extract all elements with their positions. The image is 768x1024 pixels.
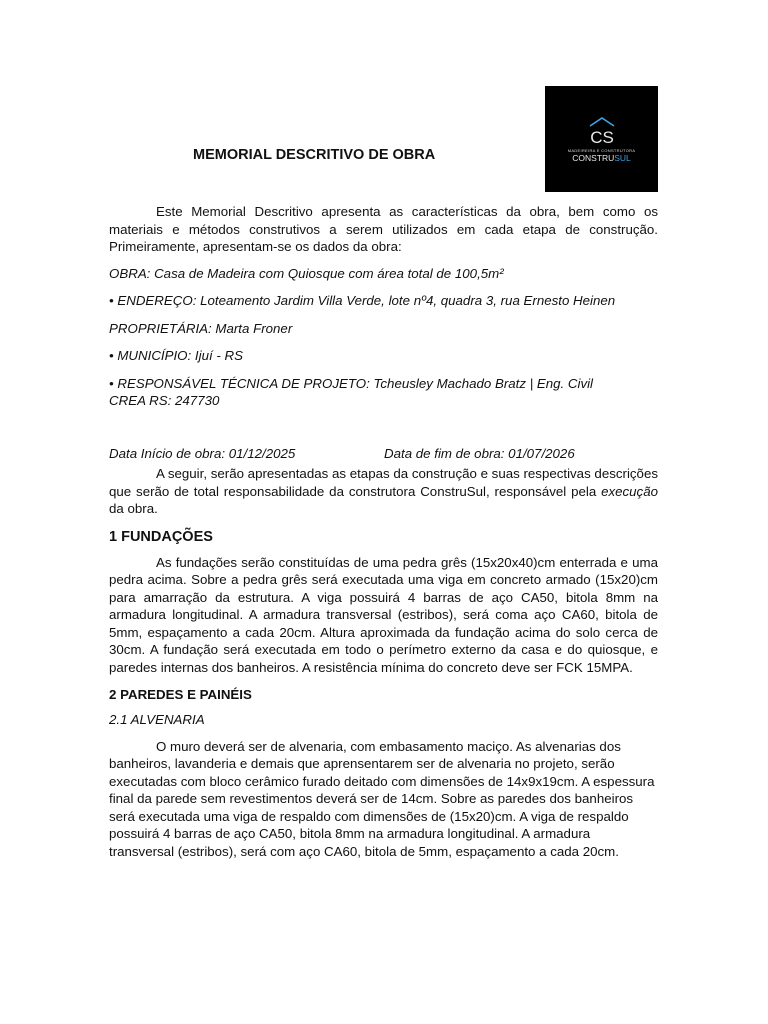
- info-proprietaria: PROPRIETÁRIA: Marta Froner: [109, 320, 293, 336]
- dates-row: [109, 445, 658, 463]
- document-title: MEMORIAL DESCRITIVO DE OBRA: [193, 147, 436, 163]
- info-endereco: • ENDEREÇO: Loteamento Jardim Villa Verde, lote nº4, quadra 3, rua Ernesto Heinen: [109, 293, 616, 308]
- stages-intro-paragraph: [109, 465, 658, 518]
- stages-intro-before: A seguir, serão apresentadas as etapas da construção e suas respectivas descrições que serão de total responsabilidade da construtora ConstruSul, responsável pela: [109, 466, 658, 499]
- logo-initials: CS: [589, 128, 614, 147]
- info-responsavel: • RESPONSÁVEL TÉCNICA DE PROJETO: Tcheusley Machado Bratz | Eng. Civil: [109, 375, 594, 391]
- info-crea: CREA RS: 247730: [109, 393, 220, 408]
- info-obra: OBRA: Casa de Madeira com Quiosque com área total de 100,5m²: [109, 265, 504, 281]
- stages-intro-after: da obra.: [109, 501, 158, 516]
- intro-paragraph: Este Memorial Descritivo apresenta as características da obra, bem como os materiais e métodos construtivos a serem utilizados em cada etapa de construção. Primeiramente, apresentam-se os dados da obra:: [109, 204, 658, 254]
- logo-name-part2: SUL: [614, 153, 631, 163]
- section-1-text: As fundações serão constituídas de uma pedra grês (15x20x40)cm enterrada e uma pedra acima. Sobre a pedra grês será executada uma viga em concreto armado (15x20)cm para amarração da estrutura. A viga possuirá 4 barras de aço CA50, bitola 8mm na armadura longitudinal. A armadura transversal (estribos), será coma aço CA60, bitola de 5mm, espaçamento a cada 20cm. Altura aproximada da fundação acima do solo cerca de 30cm. A fundação será executada em todo o perímetro externo da casa e do quiosque, e paredes internas dos banheiros. A resistência mínima do concreto deve ser FCK 15MPA.: [109, 554, 658, 675]
- house-logo-icon: [582, 115, 622, 147]
- end-date: Data de fim de obra: 01/07/2026: [384, 445, 575, 461]
- stages-intro-emphasis: execução: [601, 483, 658, 499]
- start-date: Data Início de obra: 01/12/2025: [109, 445, 296, 461]
- section-2-heading: 2 PAREDES E PAINÉIS: [109, 687, 252, 702]
- logo-name-part1: CONSTRU: [572, 153, 615, 163]
- section-1-heading: 1 FUNDAÇÕES: [109, 528, 213, 545]
- section-2-1-heading: 2.1 ALVENARIA: [109, 712, 205, 727]
- document-body: [109, 203, 658, 860]
- company-logo: [545, 86, 658, 192]
- section-2-1-text: O muro deverá ser de alvenaria, com embasamento maciço. As alvenarias dos banheiros, lavanderia e demais que aprensentarem ser de alvenaria no projeto, serão executadas com bloco cerâmico furado deitado com dimensões de 14x9x19cm. A espessura final da parede sem revestimentos deverá ser de 14cm. Sobre as paredes dos banheiros será executada uma viga de respaldo com dimensões de (15x20)cm. A viga de respaldo possuirá 4 barras de aço CA50, bitola 8mm na armadura longitudinal. A armadura transversal (estribos), será com aço CA60, bitola de 5mm, espaçamento a cada 20cm.: [109, 738, 655, 859]
- logo-name: [572, 153, 631, 163]
- info-municipio: • MUNICÍPIO: Ijuí - RS: [109, 348, 243, 363]
- logo-tagline: MADEIREIRA E CONSTRUTORA: [567, 148, 636, 153]
